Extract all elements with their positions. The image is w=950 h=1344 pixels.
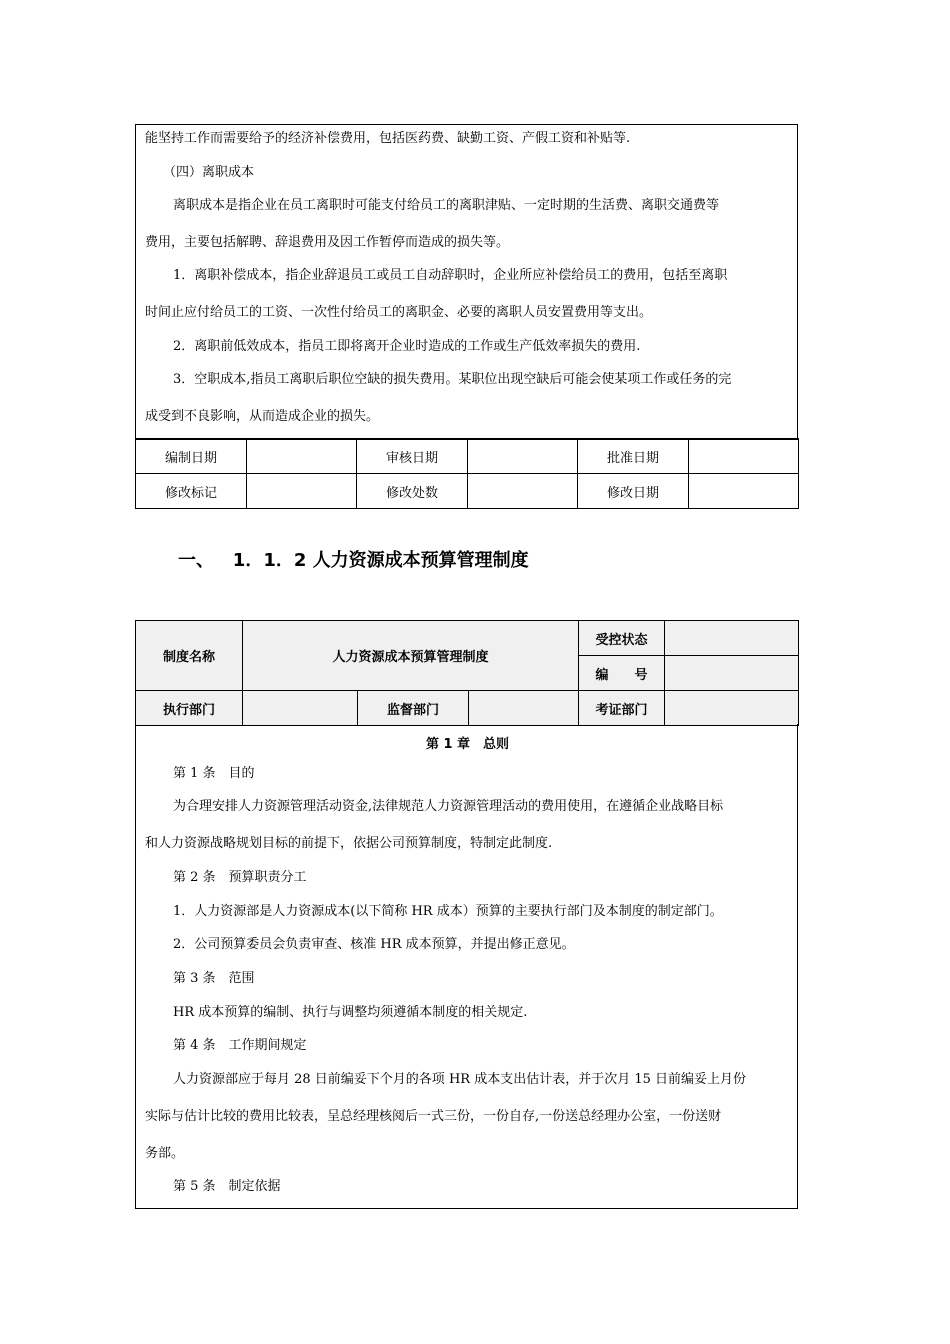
section-heading: 一、 1．1．2 人力资源成本预算管理制度 xyxy=(178,550,529,571)
label-exec-dept: 执行部门 xyxy=(136,691,243,726)
label-review-date: 审核日期 xyxy=(357,439,468,474)
value-verify-dept xyxy=(665,691,799,726)
approval-table xyxy=(135,438,799,509)
s2-line-0: 第 1 条 目的 xyxy=(173,766,255,781)
s1-line-8: 成受到不良影响，从而造成企业的损失。 xyxy=(145,409,380,424)
label-revision-count: 修改处数 xyxy=(357,474,468,509)
label-number: 编 号 xyxy=(579,656,665,691)
s2-line-12: 第 5 条 制定依据 xyxy=(173,1179,281,1194)
value-compile-date xyxy=(247,439,357,474)
value-exec-dept xyxy=(243,691,358,726)
policy-header-table xyxy=(135,620,799,726)
label-policy-name: 制度名称 xyxy=(136,621,243,691)
label-revision-mark: 修改标记 xyxy=(136,474,247,509)
value-control-status xyxy=(665,621,799,656)
s1-line-4: 1．离职补偿成本，指企业辞退员工或员工自动辞职时，企业所应补偿给员工的费用，包括至离职 xyxy=(173,268,728,283)
label-approve-date: 批准日期 xyxy=(578,439,689,474)
s2-line-9: 人力资源部应于每月 28 日前编妥下个月的各项 HR 成本支出估计表，并于次月 15 日前编妥上月份 xyxy=(173,1072,747,1087)
section2-text-box xyxy=(135,724,798,1209)
s2-line-4: 1．人力资源部是人力资源成本(以下简称 HR 成本）预算的主要执行部门及本制度的制定部门。 xyxy=(173,904,723,919)
s2-line-11: 务部。 xyxy=(145,1146,185,1161)
s2-line-2: 和人力资源战略规划目标的前提下，依据公司预算制度，特制定此制度. xyxy=(145,836,553,851)
label-control-status: 受控状态 xyxy=(579,621,665,656)
s1-line-7: 3．空职成本,指员工离职后职位空缺的损失费用。某职位出现空缺后可能会使某项工作或任务的完 xyxy=(173,372,732,387)
s1-line-2: 离职成本是指企业在员工离职时可能支付给员工的离职津贴、一定时期的生活费、离职交通费等 xyxy=(173,198,720,213)
s2-line-5: 2．公司预算委员会负责审查、核准 HR 成本预算，并提出修正意见。 xyxy=(173,937,575,952)
s2-line-6: 第 3 条 范围 xyxy=(173,971,255,986)
value-policy-name: 人力资源成本预算管理制度 xyxy=(243,621,579,691)
s2-line-8: 第 4 条 工作期间规定 xyxy=(173,1038,307,1053)
s2-line-10: 实际与估计比较的费用比较表，呈总经理核阅后一式三份，一份自存,一份送总经理办公室，一份送财 xyxy=(145,1109,722,1124)
label-compile-date: 编制日期 xyxy=(136,439,247,474)
s1-line-0: 能坚持工作而需要给予的经济补偿费用，包括医药费、缺勤工资、产假工资和补贴等. xyxy=(145,131,631,146)
value-revision-count xyxy=(468,474,578,509)
s1-line-3: 费用，主要包括解聘、辞退费用及因工作暂停而造成的损失等。 xyxy=(145,235,510,250)
s2-line-3: 第 2 条 预算职责分工 xyxy=(173,870,307,885)
s1-line-6: 2．离职前低效成本，指员工即将离开企业时造成的工作或生产低效率损失的费用. xyxy=(173,339,641,354)
chapter-title: 第 1 章 总则 xyxy=(425,737,510,752)
label-verify-dept: 考证部门 xyxy=(579,691,665,726)
label-revision-date: 修改日期 xyxy=(578,474,689,509)
value-approve-date xyxy=(689,439,799,474)
s1-line-5: 时间止应付给员工的工资、一次性付给员工的离职金、必要的离职人员安置费用等支出。 xyxy=(145,305,653,320)
value-revision-mark xyxy=(247,474,357,509)
s1-line-1: （四）离职成本 xyxy=(163,165,255,180)
value-revision-date xyxy=(689,474,799,509)
s2-line-1: 为合理安排人力资源管理活动资金,法律规范人力资源管理活动的费用使用，在遵循企业战略目标 xyxy=(173,799,724,814)
value-supervise-dept xyxy=(469,691,579,726)
s2-line-7: HR 成本预算的编制、执行与调整均须遵循本制度的相关规定. xyxy=(173,1005,528,1020)
value-review-date xyxy=(468,439,578,474)
value-number xyxy=(665,656,799,691)
label-supervise-dept: 监督部门 xyxy=(358,691,469,726)
